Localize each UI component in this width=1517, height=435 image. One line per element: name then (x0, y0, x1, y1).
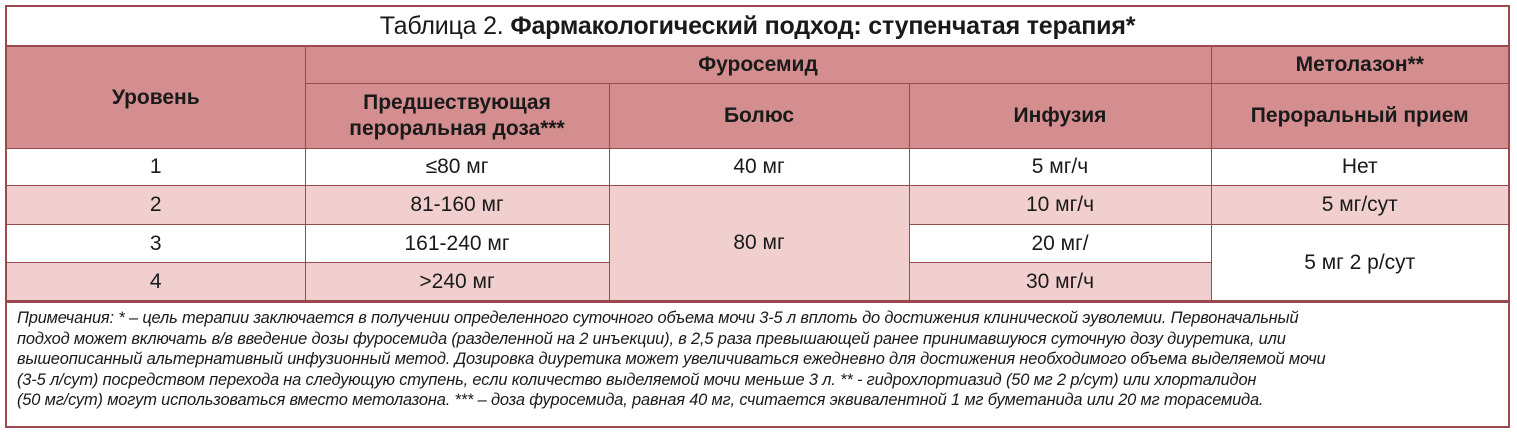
table-notes (7, 301, 1508, 411)
cell-oral: 5 мг 2 р/сут (1211, 225, 1508, 301)
cell-prior-dose: 161-240 мг (305, 225, 609, 263)
cell-infusion: 10 мг/ч (909, 186, 1211, 225)
header-prior-dose-line1: Предшествующая (363, 91, 551, 114)
note-line: Примечания: * – цель терапии заключается в получении определенного суточного объема мочи 3-5 л вплоть до достижения клинической эуволемии. Первоначальный (17, 309, 1299, 327)
header-metolazone: Метолазон** (1211, 47, 1508, 84)
table-title-main: Фармакологический подход: ступенчатая терапия* (510, 12, 1136, 40)
cell-oral: 5 мг/сут (1211, 186, 1508, 225)
header-level: Уровень (7, 47, 305, 149)
note-line: вышеописанный альтернативный инфузионный метод. Дозировка диуретика может увеличиваться ежедневно для достижения необходимого объема выделяемой мочи (17, 350, 1326, 368)
table-title-label: Таблица 2. (379, 12, 504, 40)
header-bolus: Болюс (609, 84, 909, 149)
header-infusion: Инфузия (909, 84, 1211, 149)
table-row (7, 149, 1508, 186)
dosage-table (7, 47, 1508, 301)
cell-level: 3 (7, 225, 305, 263)
cell-prior-dose: >240 мг (305, 263, 609, 301)
cell-infusion: 20 мг/ (909, 225, 1211, 263)
header-furosemide: Фуросемид (305, 47, 1211, 84)
note-line: (50 мг/сут) могут использоваться вместо метолазона. *** – доза фуросемида, равная 40 мг, считается эквивалентной 1 мг буметанида или 20 мг торасемида. (17, 391, 1264, 409)
cell-infusion: 5 мг/ч (909, 149, 1211, 186)
cell-infusion: 30 мг/ч (909, 263, 1211, 301)
header-oral: Пероральный прием (1211, 84, 1508, 149)
note-line: подход может включать в/в введение дозы фуросемида (разделенной на 2 инъекции), в 2,5 раза превышающей ранее принимавшуюся суточную дозу диуретика, или (17, 329, 1286, 348)
cell-bolus: 40 мг (609, 149, 909, 186)
cell-level: 1 (7, 149, 305, 186)
cell-oral: Нет (1211, 149, 1508, 186)
header-prior-dose-line2: пероральная доза*** (349, 117, 565, 140)
note-line: (3-5 л/сут) посредством перехода на следующую ступень, если количество выделяемой мочи меньше 3 л. ** - гидрохлортиазид (50 мг 2 р/сут) или хлорталидон (17, 370, 1257, 389)
table-frame (5, 5, 1510, 428)
cell-level: 2 (7, 186, 305, 225)
table-row (7, 186, 1508, 225)
table-title (7, 7, 1508, 47)
cell-prior-dose: 81-160 мг (305, 186, 609, 225)
header-prior-dose (305, 84, 609, 149)
cell-bolus: 80 мг (609, 186, 909, 301)
cell-prior-dose: ≤80 мг (305, 149, 609, 186)
cell-level: 4 (7, 263, 305, 301)
